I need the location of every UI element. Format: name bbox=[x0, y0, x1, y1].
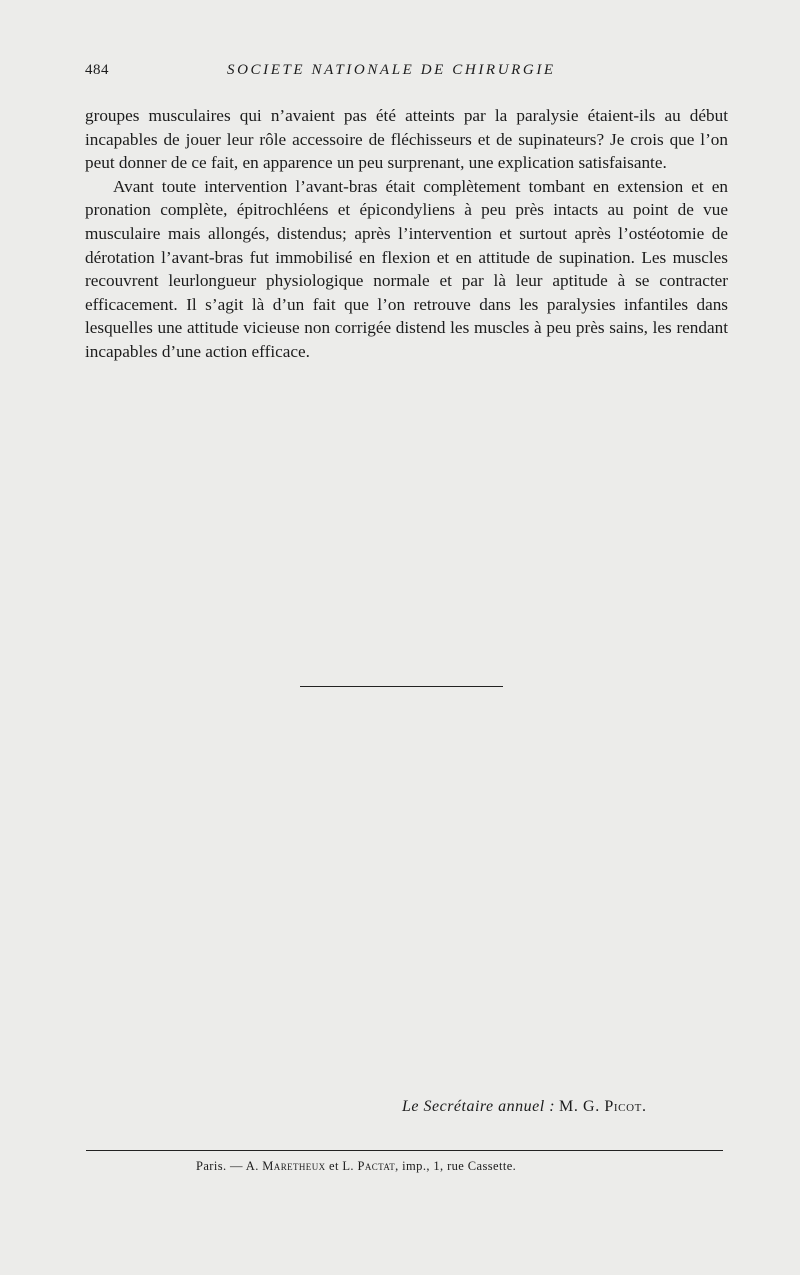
imprint-conjunction: et L. bbox=[329, 1159, 354, 1173]
page-number: 484 bbox=[85, 62, 109, 78]
running-header bbox=[85, 62, 725, 84]
body-text bbox=[85, 104, 728, 364]
printer-imprint bbox=[196, 1159, 516, 1174]
imprint-address: , imp., 1, rue Cassette. bbox=[395, 1159, 517, 1173]
journal-title: SOCIETE NATIONALE DE CHIRURGIE bbox=[227, 62, 556, 78]
paragraph: groupes musculaires qui n’avaient pas été atteints par la paralysie étaient-ils au début incapables de jouer leur rôle accessoire de fléchisseurs et de supinateurs? Je crois que l’on peut donner de ce fait, en apparence un peu surprenant, une explication satisfaisante. bbox=[85, 106, 728, 173]
section-divider bbox=[300, 686, 503, 687]
imprint-city: Paris. — A. bbox=[196, 1159, 259, 1173]
paragraph: Avant toute intervention l’avant-bras était complètement tombant en extension et en pronation complète, épitrochléens et épicondyliens à peu près intacts au point de vue musculaire mais allongés, distendus; après l’intervention et surtout après l’ostéotomie de dérotation l’avant-bras fut immobilisé en flexion et en attitude de supination. Les muscles recouvrent leurlongueur physiologique normale et par là leur aptitude à se contracter efficacement. Il s’agit là d’un fait que l’on retrouve dans les paralysies infantiles dans lesquelles une attitude vicieuse non corrigée distend les muscles à peu près sains, les rendant incapables d’une action efficace. bbox=[85, 176, 728, 361]
signature-line bbox=[402, 1098, 647, 1116]
signature-name: M. G. Picot. bbox=[559, 1098, 647, 1115]
imprint-printer-2: Pactat bbox=[357, 1159, 396, 1173]
imprint-printer-1: Maretheux bbox=[262, 1159, 326, 1173]
imprint-divider bbox=[86, 1150, 723, 1151]
signature-role: Le Secrétaire annuel : bbox=[402, 1098, 556, 1115]
